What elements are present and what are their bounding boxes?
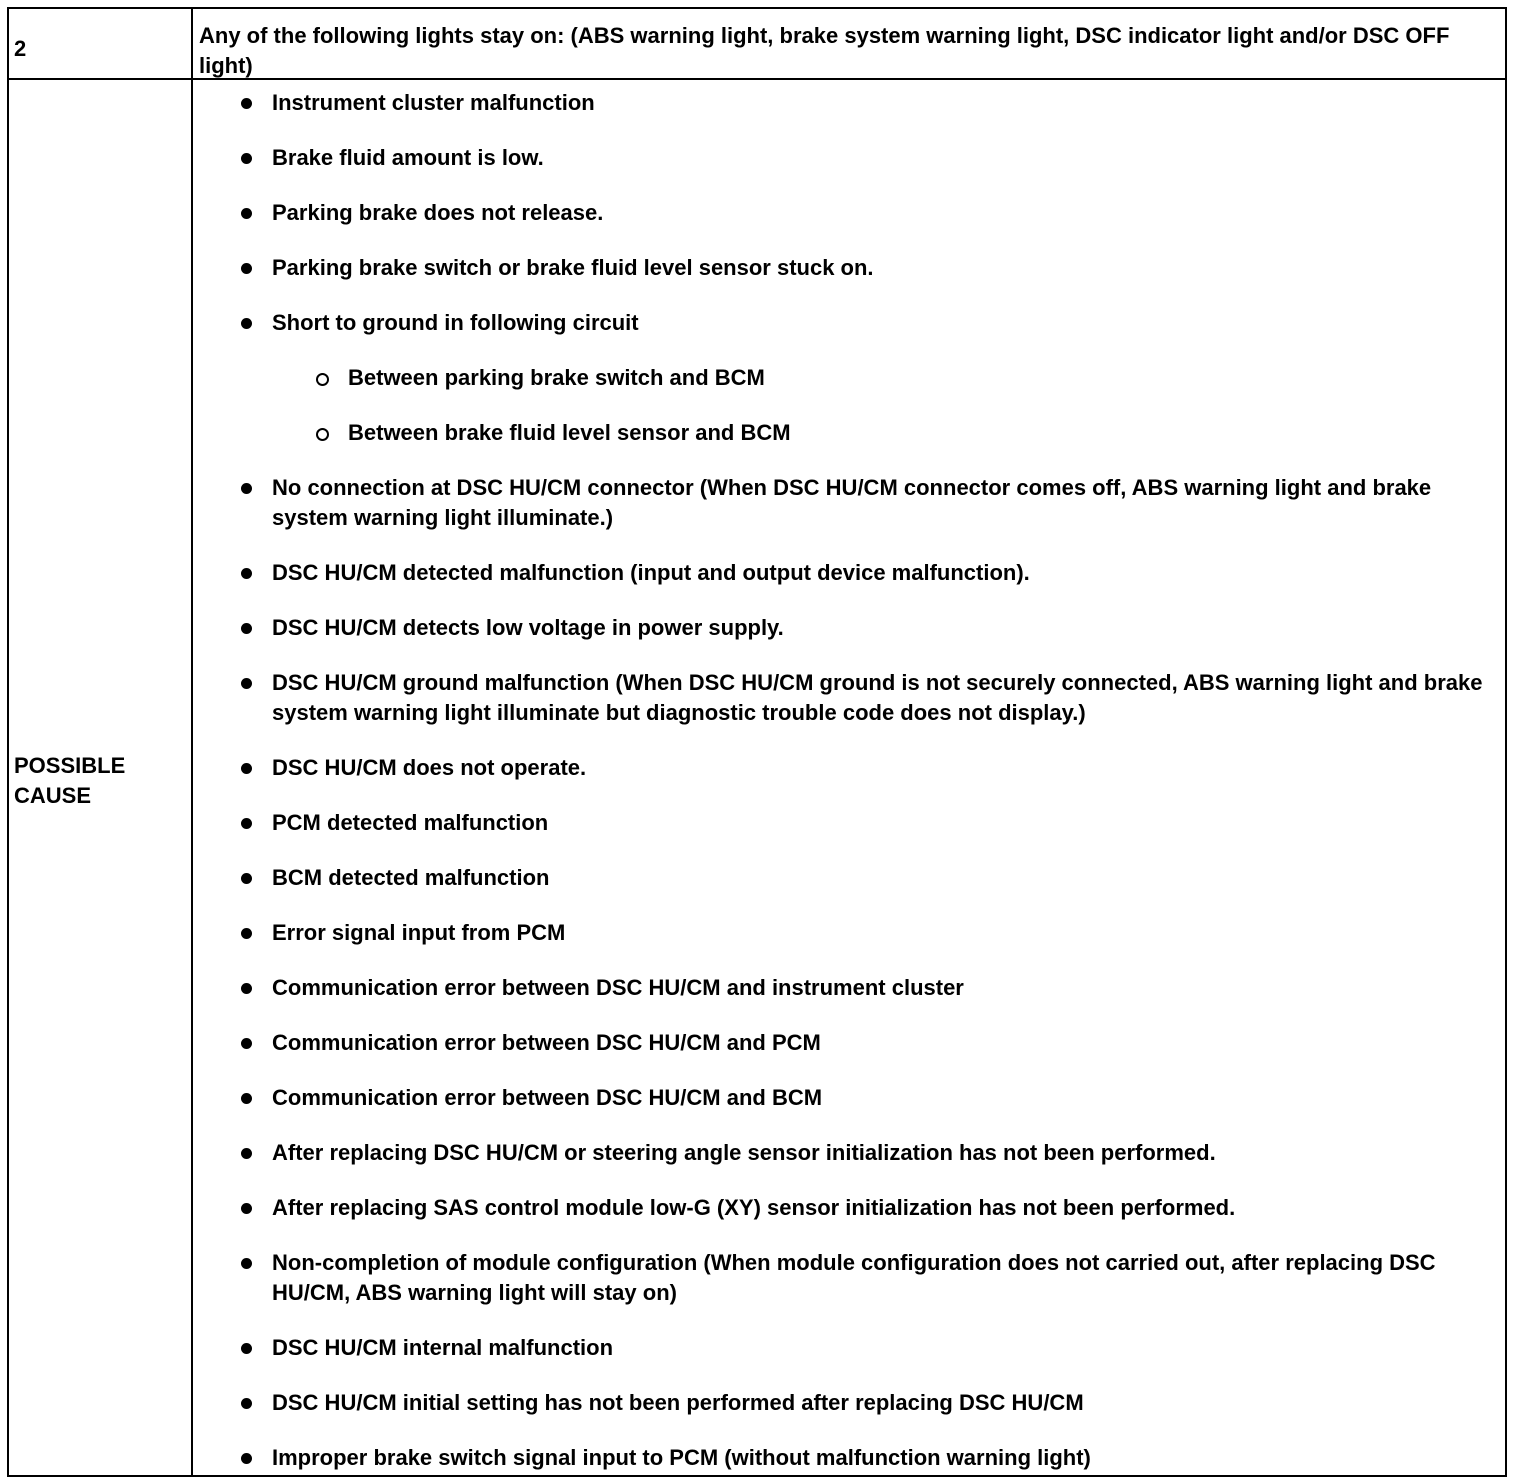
bullet-icon (241, 1148, 252, 1159)
bullet-icon (241, 98, 252, 109)
bullet-icon (241, 483, 252, 494)
cause-text: DSC HU/CM does not operate. (272, 755, 587, 780)
bullet-icon (241, 153, 252, 164)
cause-text: After replacing DSC HU/CM or steering angle sensor initialization has not been performed. (272, 1140, 1216, 1165)
bullet-icon (241, 818, 252, 829)
bullet-icon (241, 263, 252, 274)
bullet-icon (241, 1093, 252, 1104)
cause-subtext: Between brake fluid level sensor and BCM (348, 420, 791, 445)
bullet-icon (241, 763, 252, 774)
symptom-title: Any of the following lights stay on: (ABS warning light, brake system warning light, DSC indicator light and/or DSC OFF light) (199, 23, 1450, 78)
bullet-icon (241, 1453, 252, 1464)
cause-text: Communication error between DSC HU/CM and PCM (272, 1030, 821, 1055)
bullet-icon (241, 1258, 252, 1269)
cause-text: Non-completion of module configuration (When module configuration does not carried out, after replacing DSC HU/CM, ABS warning light will stay on) (272, 1250, 1436, 1305)
cause-text: Improper brake switch signal input to PCM (without malfunction warning light) (272, 1445, 1091, 1470)
cause-text: After replacing SAS control module low-G (XY) sensor initialization has not been performed. (272, 1195, 1236, 1220)
cause-text: Error signal input from PCM (272, 920, 566, 945)
cause-text: BCM detected malfunction (272, 865, 550, 890)
cause-text: Communication error between DSC HU/CM and BCM (272, 1085, 823, 1110)
bullet-icon (241, 1343, 252, 1354)
cause-text: Brake fluid amount is low. (272, 145, 544, 170)
bullet-icon (241, 568, 252, 579)
cause-text: PCM detected malfunction (272, 810, 549, 835)
cause-text: DSC HU/CM ground malfunction (When DSC HU/CM ground is not securely connected, ABS warning light and brake system warning light illuminate but diagnostic trouble code does not display.) (272, 670, 1483, 725)
cause-text: DSC HU/CM internal malfunction (272, 1335, 614, 1360)
cause-text: Short to ground in following circuit (272, 310, 639, 335)
cause-text: DSC HU/CM initial setting has not been performed after replacing DSC HU/CM (272, 1390, 1084, 1415)
bullet-icon (241, 873, 252, 884)
cause-text: Parking brake switch or brake fluid level sensor stuck on. (272, 255, 874, 280)
bullet-icon (241, 318, 252, 329)
troubleshooting-table (7, 7, 1507, 1477)
cause-text: Communication error between DSC HU/CM and instrument cluster (272, 975, 964, 1000)
cause-text: DSC HU/CM detects low voltage in power supply. (272, 615, 784, 640)
cause-text: Instrument cluster malfunction (272, 90, 595, 115)
bullet-icon (241, 678, 252, 689)
cause-text: Parking brake does not release. (272, 200, 604, 225)
possible-cause-label: POSSIBLE CAUSE (14, 753, 126, 808)
cause-list (9, 9, 1505, 1475)
hollow-bullet-icon (316, 373, 329, 386)
cause-text: No connection at DSC HU/CM connector (When DSC HU/CM connector comes off, ABS warning light and brake system warning light illuminate.) (272, 475, 1432, 530)
bullet-icon (241, 983, 252, 994)
bullet-icon (241, 208, 252, 219)
row-number: 2 (14, 36, 27, 61)
bullet-icon (241, 623, 252, 634)
bullet-icon (241, 1203, 252, 1214)
cause-text: DSC HU/CM detected malfunction (input and output device malfunction). (272, 560, 1030, 585)
hollow-bullet-icon (316, 428, 329, 441)
bullet-icon (241, 1398, 252, 1409)
bullet-icon (241, 1038, 252, 1049)
cause-subtext: Between parking brake switch and BCM (348, 365, 765, 390)
bullet-icon (241, 928, 252, 939)
